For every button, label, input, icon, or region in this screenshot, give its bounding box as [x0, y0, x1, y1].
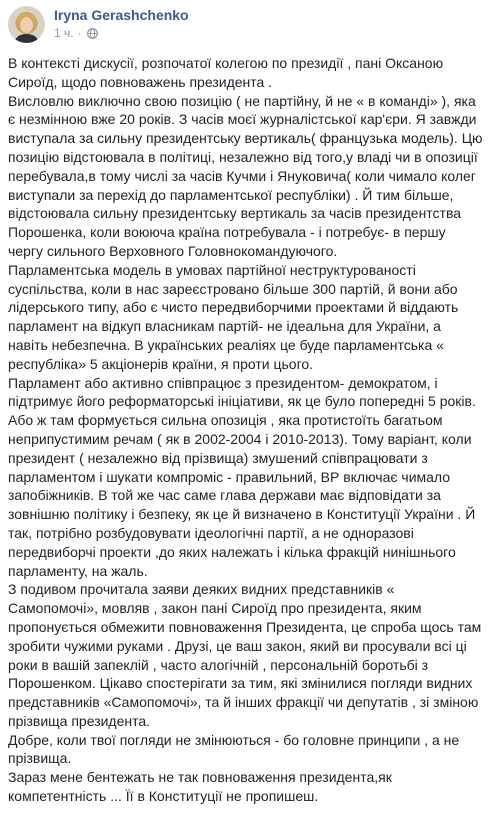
post-text-line: республіка» 5 акціонерів країни, я проти цього.	[8, 355, 314, 372]
post-text-line: відстоювала сильну президентську вертикаль за часів президентства	[8, 205, 462, 222]
post-text-line: З подивом прочитала заяви деяких видних представників «	[8, 581, 395, 598]
post-text-line: перебувала,в тому числі за часів Кучми і Януковича( коли чимало колег	[8, 167, 476, 184]
post-text-line: позицію відстоювала в політиці, незалежно від того,у владі чи в опозиції	[8, 148, 478, 165]
post-text-line: парламент на відкуп власникам партій- не ідеальна для України, а	[8, 318, 441, 335]
post-text-line: Самопомочі», мовляв , закон пані Сироїд про президента, яким	[8, 600, 422, 617]
post-text-line: Порошенка, коли воююча країна потребувала - і потребує- в першу	[8, 224, 446, 241]
post-text-line: зовнішню політику і безпеку, як це й визначено в Конституції України . Й	[8, 506, 476, 523]
post-text-line: передвиборчі проекти ,до яких належать і кілька фракцій нинішнього	[8, 543, 456, 560]
post-text-line: президент ( незалежно від прізвища) змушений співпрацювати з	[8, 449, 428, 466]
post-text-line: роки в вашій запеклій , часто алогічній , персональній боротьбі з	[8, 656, 429, 673]
post-text-line: парламентом і шукати компроміс - правильний, ВР включає чимало	[8, 468, 451, 485]
post-text-line: Сироїд, щодо повноважень президента .	[8, 73, 273, 90]
author-name-link[interactable]: Iryna Gerashchenko	[54, 7, 189, 23]
post-text-line: зробити чужими руками . Друзі, це ваш закон, який ви просували всі ці	[8, 637, 467, 654]
post-meta-row	[54, 26, 189, 41]
post-text-line: лідерського типу, або є чисто передвиборчими проектами й віддають	[8, 299, 459, 316]
post-text-line: представників «Самопомочі», та й інших фракції чи депутатів , зі зміною	[8, 694, 479, 711]
post-text	[8, 54, 484, 806]
post-timestamp[interactable]: 1 ч.	[54, 26, 74, 40]
post-text-line: Зараз мене бентежать не так повноваження президента,як	[8, 769, 392, 786]
author-avatar[interactable]	[8, 6, 45, 43]
post-text-line: Парламентська модель в умовах партійної неструктурованості	[8, 261, 416, 278]
globe-icon[interactable]	[87, 28, 98, 39]
post-header	[8, 6, 189, 46]
post-text-line: так, потрібно розбудовувати ідеологічні партії, а не одноразові	[8, 524, 414, 541]
post-text-line: прізвища президента.	[8, 712, 151, 729]
post-text-line: Висловлю виключно свою позицію ( не партійну, й не « в команді» ), яка	[8, 92, 476, 109]
post-text-line: суспільства, коли в нас зареєстровано більше 300 партій, й вони або	[8, 280, 458, 297]
post-text-line: Порошенком. Цікаво спостерігати за тим, які змінилися погляди видних	[8, 675, 473, 692]
post-text-line: навіть небезпечна. В українських реаліях це буде парламентська «	[8, 336, 444, 353]
post-header-meta	[54, 7, 189, 41]
post-text-line: Або ж там формується сильна опозиція , яка протистоїть багатьом	[8, 412, 443, 429]
post-text-line: неприпустимим речам ( як в 2002-2004 і 2010-2013). Тому варіант, коли	[8, 430, 472, 447]
post-text-line: запобіжників. В той же час саме глава держави має відповідати за	[8, 487, 441, 504]
meta-separator: ·	[77, 26, 82, 40]
post-text-line: компетентність ... Її в Конституції не пропишеш.	[8, 788, 319, 805]
post-text-line: Добре, коли твої погляди не змінюються - бо головне принципи , а не	[8, 731, 460, 748]
post-text-line: прізвища.	[8, 750, 72, 767]
post-text-line: виступали за перехід до парламентської республіки) . Й тим більше,	[8, 186, 454, 203]
post-text-line: підтримує його реформаторські ініціативи, як це було попередні 5 років.	[8, 393, 476, 410]
post-text-line: є незмінною вже 20 років. З часів моєї журналістської кар'єри. Я завжди	[8, 111, 477, 128]
post-text-line: виступала за сильну президентську вертикаль( французька модель). Цю	[8, 130, 483, 147]
post-text-line: пропонується обмежити повноваження Президента, це спроба щось там	[8, 618, 482, 635]
post-text-line: чергу сильного Верховного Головнокомандуючого.	[8, 242, 338, 259]
post-text-line: парламенту, на жаль.	[8, 562, 148, 579]
post-text-line: В контексті дискусії, розпочатої колегою по президії , пані Оксаною	[8, 55, 444, 71]
post-text-line: Парламент або активно співпрацює з президентом- демократом, і	[8, 374, 438, 391]
